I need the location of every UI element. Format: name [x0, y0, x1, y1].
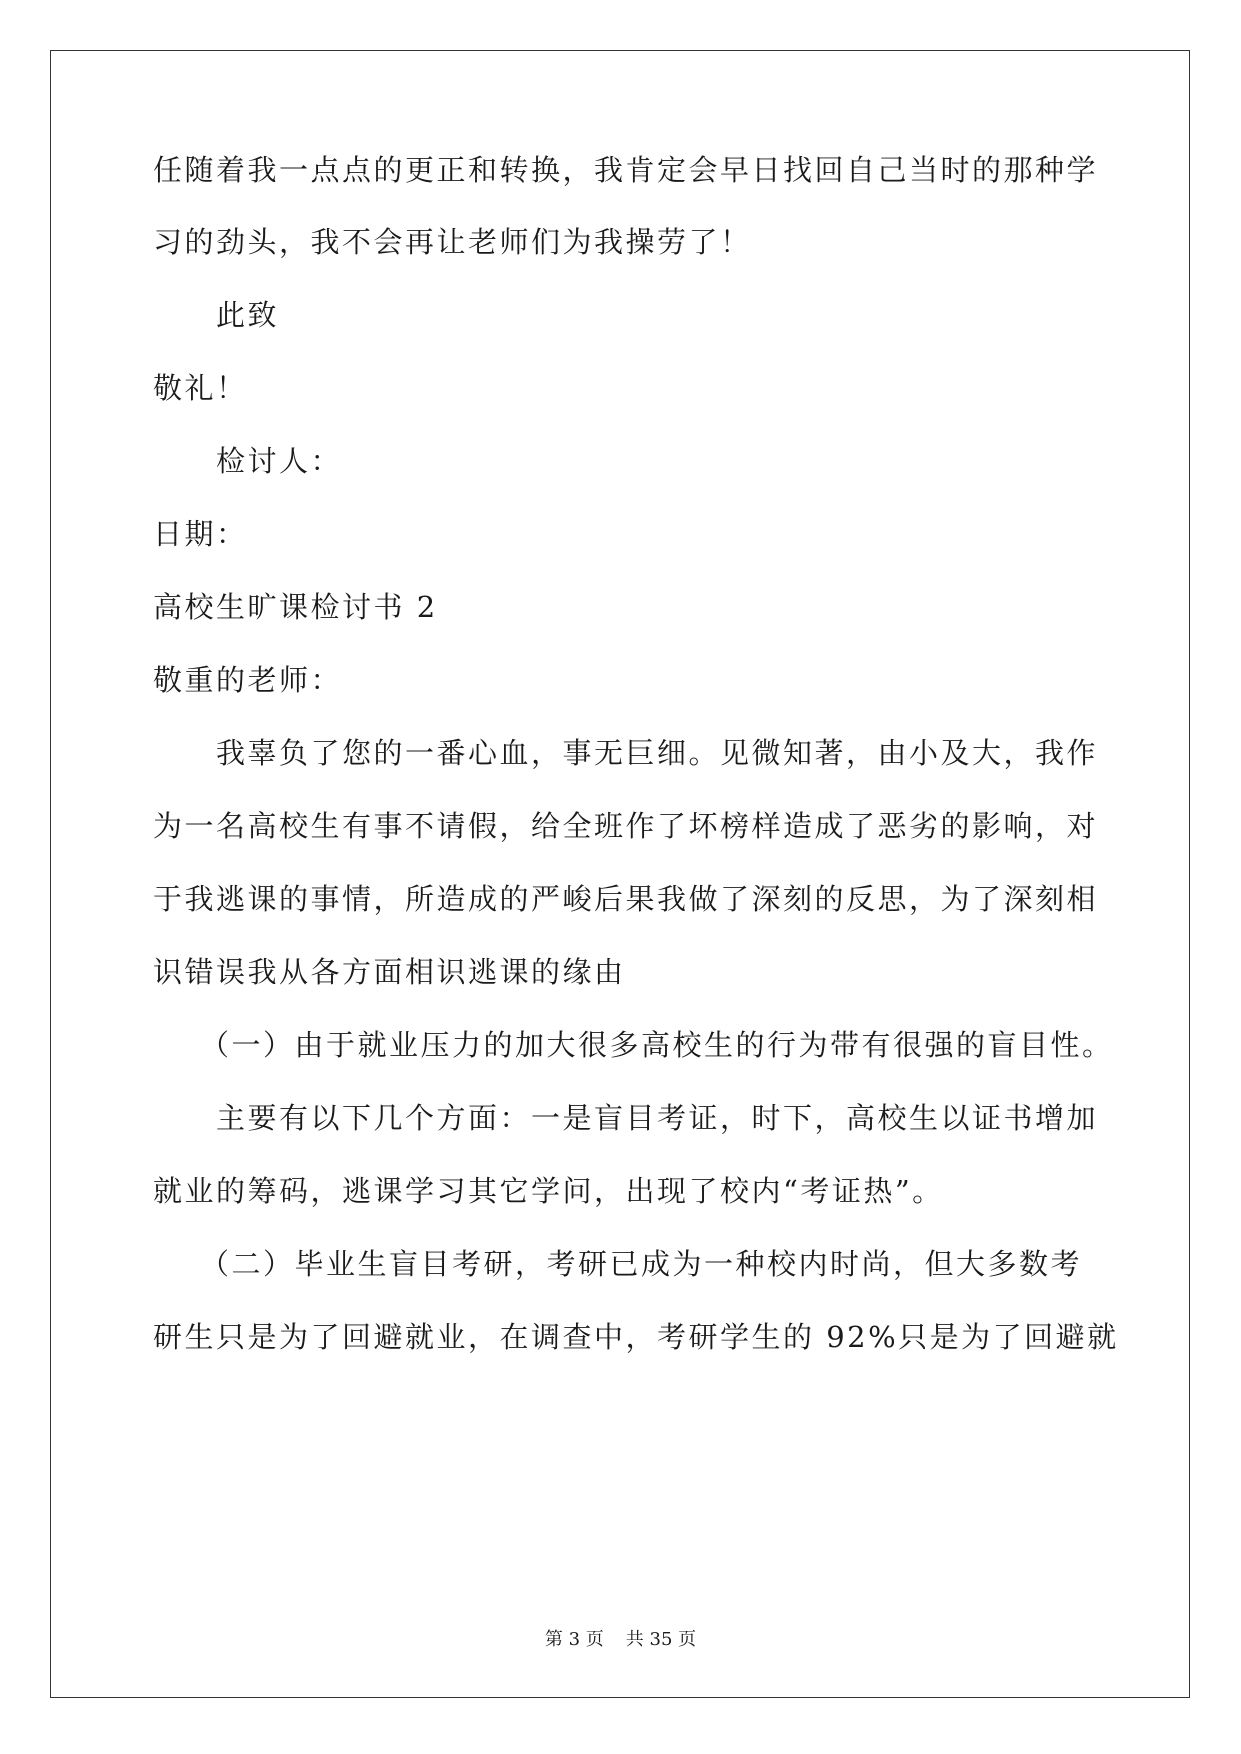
page-footer	[0, 1628, 1241, 1652]
salutation-cizhi: 此致	[216, 298, 280, 332]
body-line-8: 主要有以下几个方面：一是盲目考证，时下，高校生以证书增加	[216, 1101, 1099, 1135]
signer-label: 检讨人：	[216, 444, 343, 478]
body-line-2: 习的劲头，我不会再让老师们为我操劳了！	[153, 225, 752, 259]
body-line-9: 就业的筹码，逃课学习其它学问，出现了校内“考证热”。	[153, 1174, 944, 1208]
body-line-5: 于我逃课的事情，所造成的严峻后果我做了深刻的反思，为了深刻相	[153, 882, 1099, 916]
body-line-1: 任随着我一点点的更正和转换，我肯定会早日找回自己当时的那种学	[153, 153, 1099, 187]
section-title: 高校生旷课检讨书 2	[153, 590, 438, 624]
date-label: 日期：	[153, 517, 248, 551]
body-line-11: 研生只是为了回避就业，在调查中，考研学生的 92%只是为了回避就	[153, 1320, 1119, 1354]
page-number: 第 3 页	[544, 1629, 604, 1650]
body-line-7: （一）由于就业压力的加大很多高校生的行为带有很强的盲目性。	[200, 1028, 1114, 1062]
greeting: 敬重的老师：	[153, 663, 343, 697]
body-line-4: 为一名高校生有事不请假，给全班作了坏榜样造成了恶劣的影响，对	[153, 809, 1099, 843]
salutation-jingli: 敬礼！	[153, 371, 248, 405]
body-line-10: （二）毕业生盲目考研，考研已成为一种校内时尚，但大多数考	[200, 1247, 1083, 1281]
page-total: 共 35 页	[625, 1629, 697, 1650]
body-line-6: 识错误我从各方面相识逃课的缘由	[153, 955, 626, 989]
body-line-3: 我辜负了您的一番心血，事无巨细。见微知著，由小及大，我作	[216, 736, 1099, 770]
